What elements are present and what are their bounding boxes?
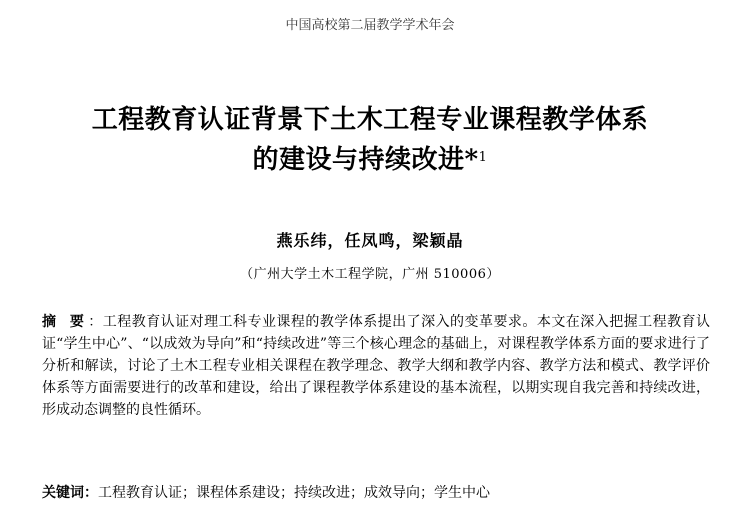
title-line-2 <box>0 140 740 180</box>
paper-title <box>0 100 740 180</box>
abstract-text: 工程教育认证对理工科专业课程的教学体系提出了深入的变革要求。本文在深入把握工程教育认证“学生中心”、“以成效为导向”和“持续改进”等三个核心理念的基础上，对课程教学体系方面的要求进行了分析和解读，讨论了土木工程专业相关课程在教学理念、教学大纲和教学内容、教学方法和模式、教学评价体系等方面需要进行的改革和建设，给出了课程教学体系建设的基本流程，以期实现自我完善和持续改进，形成动态调整的良性循环。 <box>42 314 711 418</box>
title-line-2-text: 的建设与持续改进* <box>252 145 479 175</box>
title-footnote-mark: 1 <box>478 150 488 165</box>
abstract-label: 摘 要 <box>42 314 89 330</box>
conference-header: 中国高校第二届教学学术年会 <box>285 18 455 33</box>
author-list: 燕乐纬，任凤鸣，梁颖晶 <box>276 231 464 250</box>
abstract <box>42 311 710 421</box>
abstract-colon: ： <box>88 314 103 330</box>
keywords <box>42 482 710 502</box>
keywords-text: 工程教育认证；课程体系建设；持续改进；成效导向；学生中心 <box>98 485 490 501</box>
keywords-label: 关键词： <box>42 485 98 501</box>
affiliation: （广州大学土木工程学院，广州 510006） <box>240 267 500 282</box>
title-line-1: 工程教育认证背景下土木工程专业课程教学体系 <box>91 105 649 135</box>
